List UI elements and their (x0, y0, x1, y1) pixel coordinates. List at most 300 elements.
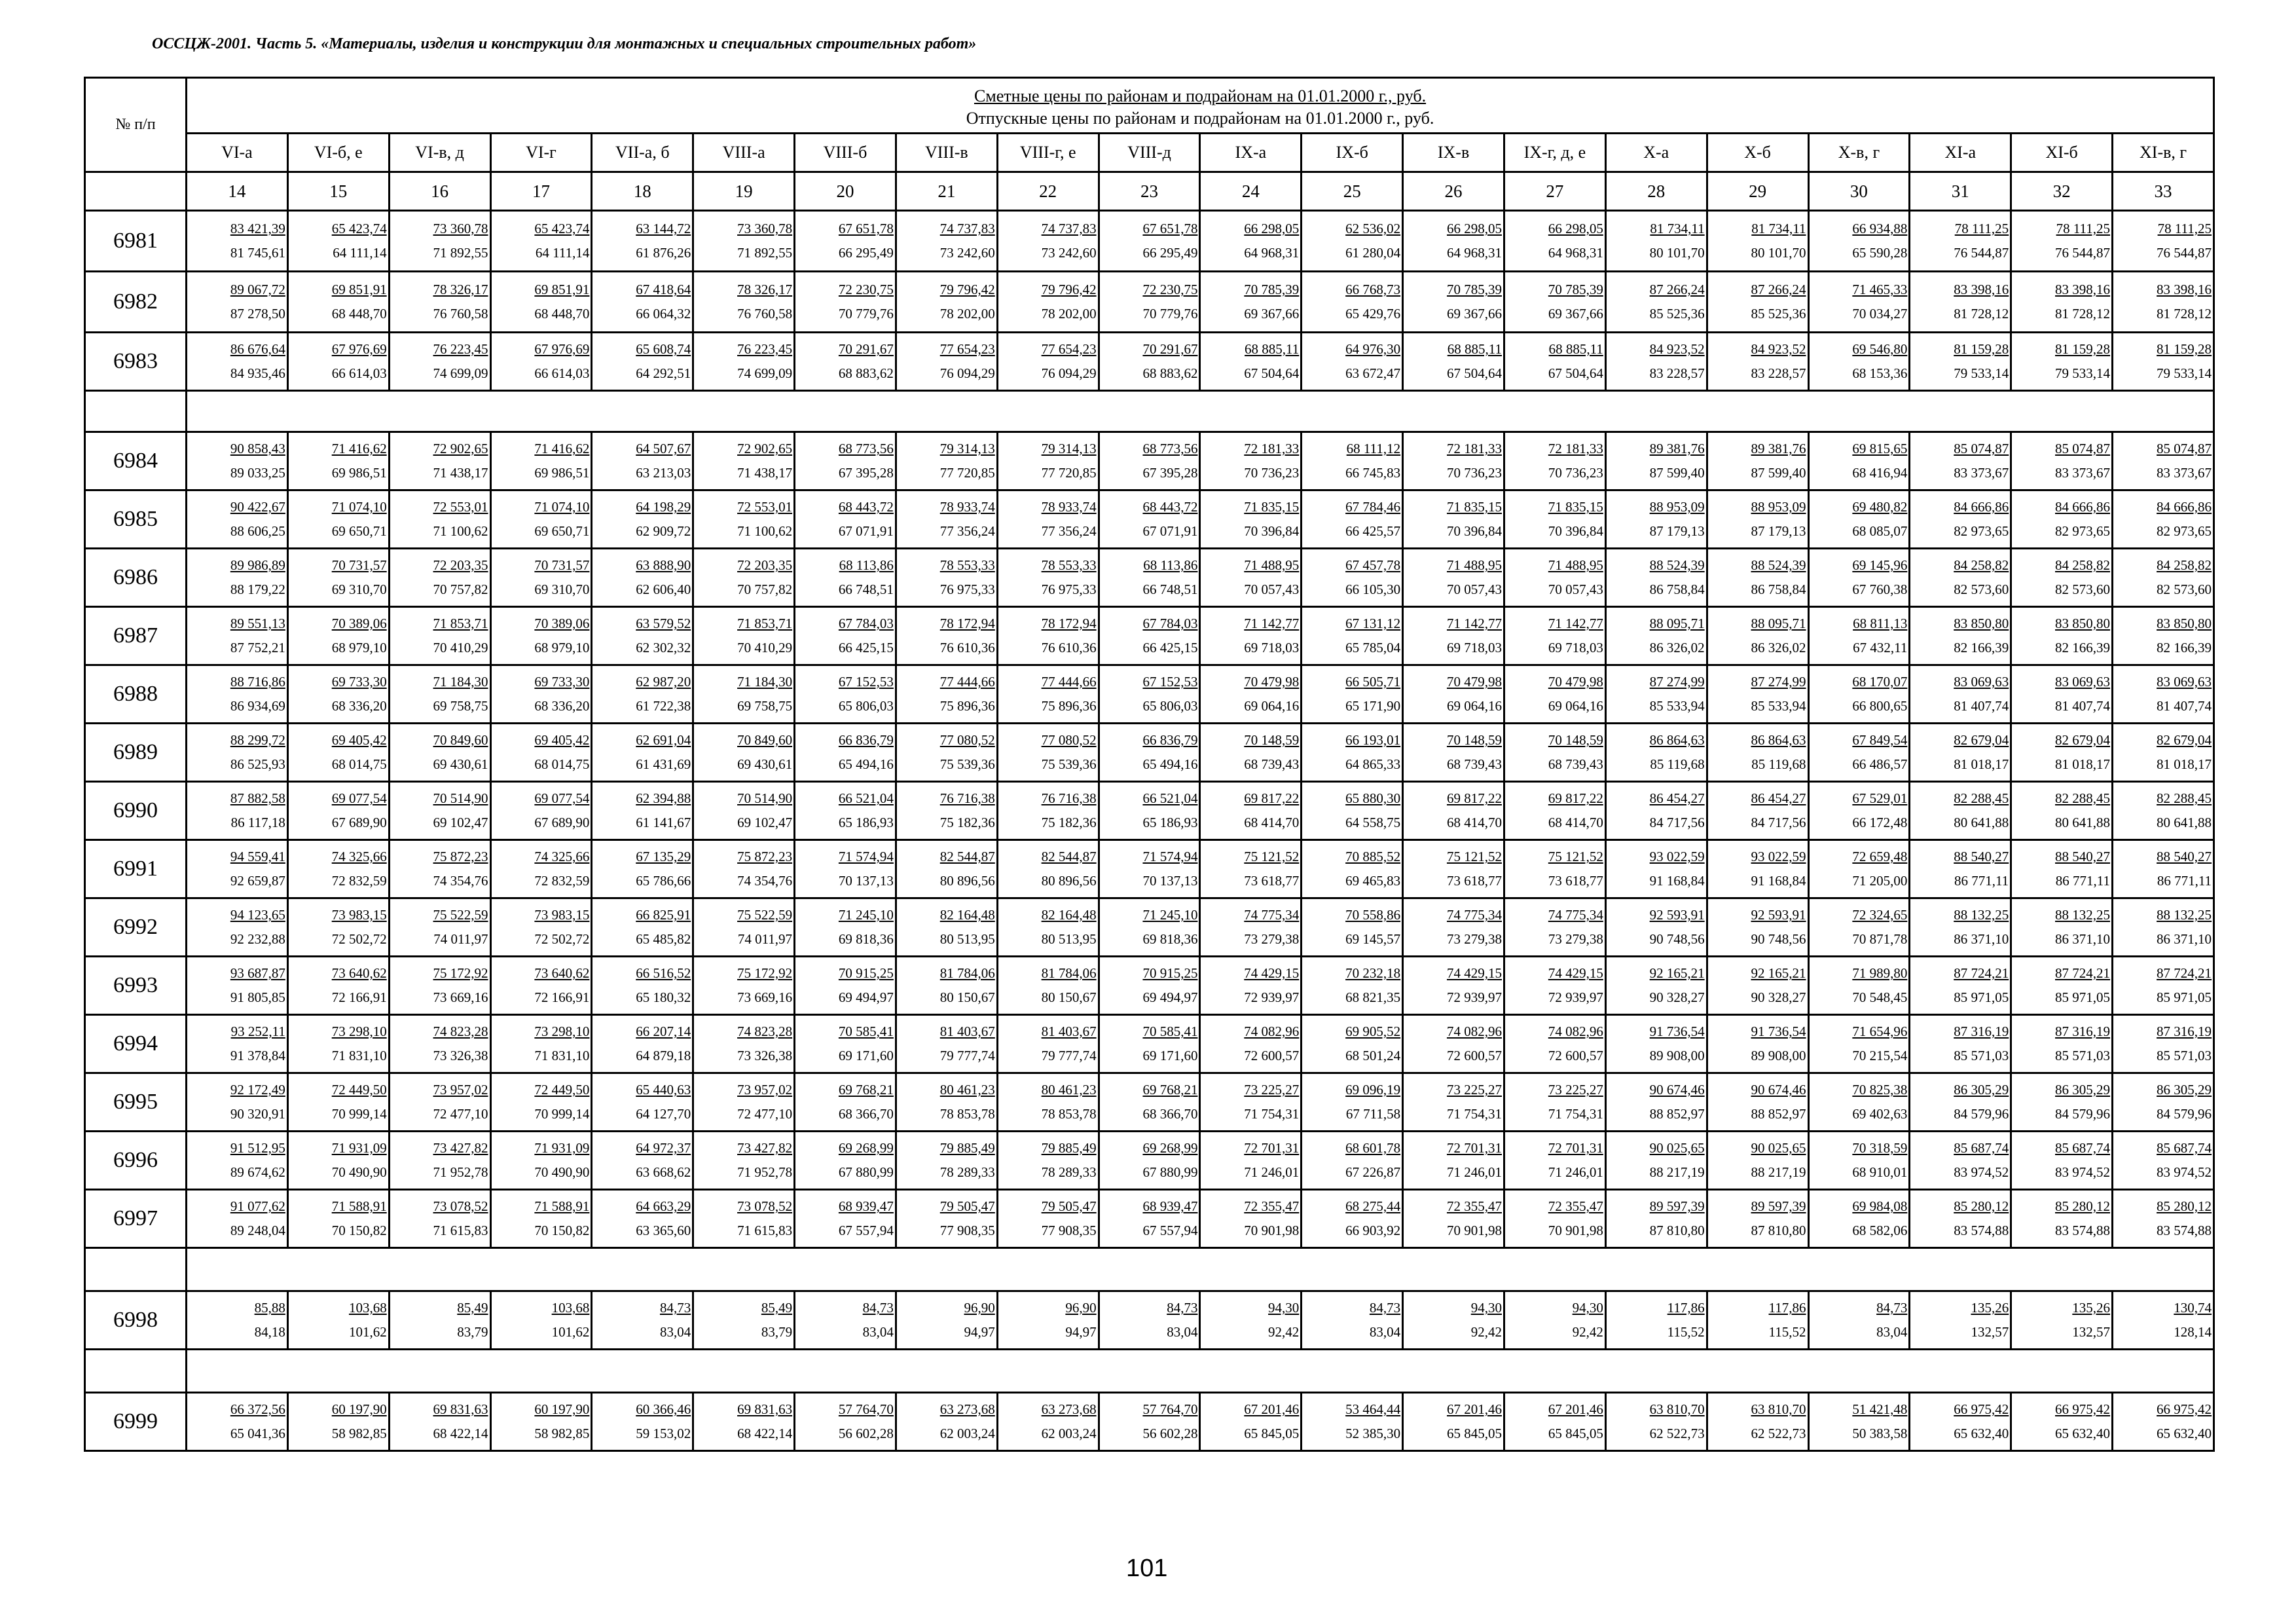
price-cell (389, 272, 490, 333)
row-number: 6988 (85, 665, 187, 724)
estimate-price: 67 201,46 (1446, 1401, 1502, 1417)
row-number: 6990 (85, 782, 187, 840)
price-cell (997, 490, 1099, 549)
release-price: 74 699,09 (433, 365, 488, 381)
release-price: 65 041,36 (230, 1426, 285, 1441)
price-cell (1504, 840, 1605, 898)
release-price: 83 974,52 (2157, 1164, 2212, 1180)
release-price: 89 908,00 (1751, 1048, 1806, 1063)
price-cell (1403, 1291, 1504, 1350)
estimate-price: 74 082,96 (1244, 1024, 1300, 1039)
estimate-price: 89 597,39 (1649, 1198, 1705, 1214)
price-cell (1099, 665, 1200, 724)
estimate-price: 78 933,74 (939, 499, 995, 515)
release-price: 65 632,40 (2055, 1426, 2111, 1441)
release-price: 89 674,62 (230, 1164, 285, 1180)
price-cell (795, 549, 896, 607)
price-cell (1403, 1073, 1504, 1132)
estimate-price: 88 095,71 (1649, 616, 1705, 631)
column-number: 24 (1200, 172, 1302, 211)
release-price: 68 883,62 (1142, 365, 1198, 381)
price-cell (1302, 1015, 1403, 1073)
estimate-price: 71 416,62 (534, 441, 590, 456)
estimate-price: 79 885,49 (1041, 1140, 1097, 1156)
release-price: 69 430,61 (737, 756, 793, 772)
estimate-price: 75 172,92 (433, 965, 488, 981)
estimate-price: 117,86 (1768, 1300, 1806, 1316)
price-cell (997, 665, 1099, 724)
release-price: 72 502,72 (534, 931, 590, 947)
estimate-price: 82 544,87 (939, 849, 995, 864)
estimate-price: 70 731,57 (534, 557, 590, 573)
release-price: 73 326,38 (737, 1048, 793, 1063)
price-cell (997, 432, 1099, 490)
zone-header: VI-а (187, 134, 288, 172)
release-price: 68 883,62 (838, 365, 894, 381)
price-cell (1099, 432, 1200, 490)
price-cell (795, 1132, 896, 1190)
estimate-price: 72 553,01 (737, 499, 793, 515)
release-price: 84,18 (254, 1324, 285, 1340)
release-price: 68 739,43 (1446, 756, 1502, 772)
release-price: 89 248,04 (230, 1223, 285, 1238)
estimate-price: 60 197,90 (331, 1401, 387, 1417)
release-price: 78 289,33 (939, 1164, 995, 1180)
empty-cell (85, 172, 187, 211)
price-cell (896, 782, 997, 840)
release-price: 91 805,85 (230, 989, 285, 1005)
price-cell (896, 1190, 997, 1248)
price-cell (1707, 607, 1808, 665)
release-price: 80 896,56 (1041, 873, 1097, 889)
price-cell (1910, 1190, 2011, 1248)
price-cell (1099, 1393, 1200, 1451)
release-price: 83 574,88 (2055, 1223, 2111, 1238)
release-price: 62 522,73 (1751, 1426, 1806, 1441)
release-price: 83,04 (1369, 1324, 1401, 1340)
price-cell (896, 1291, 997, 1350)
price-cell (1808, 1190, 1910, 1248)
column-number: 17 (490, 172, 592, 211)
estimate-price: 94,30 (1572, 1300, 1603, 1316)
table-row (85, 432, 2214, 490)
price-cell (2011, 1190, 2113, 1248)
estimate-price: 87 882,58 (230, 790, 285, 806)
release-price: 87 599,40 (1649, 465, 1705, 481)
estimate-price: 72 659,48 (1852, 849, 1908, 864)
estimate-price: 91 736,54 (1649, 1024, 1705, 1039)
release-price: 82 166,39 (2055, 640, 2111, 655)
price-cell (1302, 724, 1403, 782)
release-price: 75 896,36 (939, 698, 995, 714)
estimate-price: 68 811,13 (1853, 616, 1908, 631)
release-price: 74 354,76 (737, 873, 793, 889)
price-cell (693, 1190, 795, 1248)
release-price: 68 501,24 (1345, 1048, 1401, 1063)
estimate-price: 84 258,82 (2157, 557, 2212, 573)
column-number: 15 (287, 172, 389, 211)
estimate-price: 77 444,66 (939, 674, 995, 690)
release-price: 64 968,31 (1548, 245, 1603, 261)
price-cell (1605, 549, 1707, 607)
estimate-price: 89 381,76 (1649, 441, 1705, 456)
estimate-price: 81 159,28 (2055, 341, 2111, 357)
price-cell (187, 665, 288, 724)
release-price: 84 579,96 (1954, 1106, 2009, 1122)
release-price: 66 800,65 (1852, 698, 1908, 714)
price-cell (490, 211, 592, 272)
release-price: 70 490,90 (331, 1164, 387, 1180)
price-cell (490, 782, 592, 840)
estimate-price: 83 069,63 (2055, 674, 2111, 690)
estimate-price: 71 074,10 (331, 499, 387, 515)
release-price: 84 579,96 (2157, 1106, 2212, 1122)
price-cell (1302, 1291, 1403, 1350)
separator-row (85, 1248, 2214, 1291)
release-price: 66 614,03 (534, 365, 590, 381)
table-row (85, 549, 2214, 607)
release-price: 90 328,27 (1649, 989, 1705, 1005)
estimate-price: 83 398,16 (1954, 282, 2009, 297)
price-cell (1403, 1393, 1504, 1451)
release-price: 74 011,97 (737, 931, 793, 947)
release-price: 76 975,33 (1041, 581, 1097, 597)
price-cell (997, 1190, 1099, 1248)
release-price: 71 892,55 (737, 245, 793, 261)
price-cell (693, 1291, 795, 1350)
estimate-price: 70 479,98 (1548, 674, 1603, 690)
estimate-price: 72 181,33 (1244, 441, 1300, 456)
price-cell (1504, 1393, 1605, 1451)
price-cell (1910, 1291, 2011, 1350)
release-price: 81 728,12 (1954, 306, 2009, 322)
price-cell (1605, 490, 1707, 549)
price-cell (389, 333, 490, 391)
estimate-price: 86 305,29 (1954, 1082, 2009, 1098)
release-price: 78 853,78 (1041, 1106, 1097, 1122)
release-price: 83,79 (761, 1324, 793, 1340)
price-cell (1200, 432, 1302, 490)
price-cell (795, 665, 896, 724)
price-cell (1808, 607, 1910, 665)
release-price: 68 979,10 (331, 640, 387, 655)
release-price: 72 939,97 (1244, 989, 1300, 1005)
release-price: 76 610,36 (1041, 640, 1097, 655)
release-price: 61 141,67 (636, 815, 691, 830)
estimate-price: 84 923,52 (1649, 341, 1705, 357)
release-price: 85 571,03 (2157, 1048, 2212, 1063)
release-price: 65 806,03 (838, 698, 894, 714)
price-cell (1808, 549, 1910, 607)
price-cell (1910, 333, 2011, 391)
estimate-price: 71 142,77 (1446, 616, 1502, 631)
release-price: 56 602,28 (1142, 1426, 1198, 1441)
estimate-price: 73 957,02 (433, 1082, 488, 1098)
row-number: 6989 (85, 724, 187, 782)
release-price: 82 166,39 (1954, 640, 2009, 655)
price-cell (187, 898, 288, 957)
price-cell (795, 211, 896, 272)
price-cell (693, 840, 795, 898)
price-cell (1605, 898, 1707, 957)
price-cell (592, 1073, 693, 1132)
release-price: 68 336,20 (331, 698, 387, 714)
estimate-price: 87 266,24 (1751, 282, 1806, 297)
release-price: 83,79 (457, 1324, 488, 1340)
estimate-price: 88 540,27 (2157, 849, 2212, 864)
estimate-price: 73 360,78 (433, 221, 488, 236)
price-cell (997, 607, 1099, 665)
release-price: 68 336,20 (534, 698, 590, 714)
release-price: 83 228,57 (1649, 365, 1705, 381)
price-cell (1808, 1015, 1910, 1073)
release-price: 66 425,15 (838, 640, 894, 655)
zone-header: VIII-г, е (997, 134, 1099, 172)
estimate-price: 68 939,47 (838, 1198, 894, 1214)
estimate-price: 68 113,86 (839, 557, 894, 573)
price-cell (1403, 333, 1504, 391)
estimate-price: 78 111,25 (2157, 221, 2212, 236)
price-cell (1808, 840, 1910, 898)
estimate-price: 70 785,39 (1548, 282, 1603, 297)
estimate-price: 71 074,10 (534, 499, 590, 515)
price-cell (592, 1015, 693, 1073)
price-cell (2113, 272, 2214, 333)
estimate-price: 72 701,31 (1548, 1140, 1603, 1156)
estimate-price: 74 823,28 (737, 1024, 793, 1039)
release-price: 70 410,29 (433, 640, 488, 655)
estimate-price: 78 933,74 (1041, 499, 1097, 515)
table-body (85, 211, 2214, 1451)
estimate-price: 103,68 (348, 1300, 387, 1316)
estimate-price: 73 983,15 (331, 907, 387, 923)
estimate-price: 71 574,94 (1142, 849, 1198, 864)
estimate-price: 85 280,12 (2157, 1198, 2212, 1214)
price-cell (1302, 490, 1403, 549)
release-price: 80 896,56 (939, 873, 995, 889)
price-cell (1605, 607, 1707, 665)
column-number: 21 (896, 172, 997, 211)
estimate-price: 66 521,04 (1142, 790, 1198, 806)
estimate-price: 73 225,27 (1446, 1082, 1502, 1098)
table-row (85, 724, 2214, 782)
release-price: 67 880,99 (838, 1164, 894, 1180)
price-cell (1200, 898, 1302, 957)
estimate-price: 93 022,59 (1649, 849, 1705, 864)
price-cell (795, 1015, 896, 1073)
estimate-price: 71 488,95 (1244, 557, 1300, 573)
price-cell (896, 333, 997, 391)
price-table (84, 77, 2215, 1452)
release-price: 70 901,98 (1244, 1223, 1300, 1238)
estimate-price: 83 069,63 (1954, 674, 2009, 690)
release-price: 70 490,90 (534, 1164, 590, 1180)
zone-header: XI-а (1910, 134, 2011, 172)
price-cell (1099, 957, 1200, 1015)
release-price: 69 650,71 (534, 523, 590, 539)
release-price: 69 494,97 (838, 989, 894, 1005)
price-cell (997, 333, 1099, 391)
release-price: 61 280,04 (1345, 245, 1401, 261)
estimate-price: 66 298,05 (1244, 221, 1300, 236)
estimate-price: 71 416,62 (331, 441, 387, 456)
price-cell (1808, 724, 1910, 782)
price-cell (1200, 782, 1302, 840)
price-cell (693, 957, 795, 1015)
price-cell (1910, 724, 2011, 782)
empty-cell (85, 391, 187, 432)
price-cell (693, 898, 795, 957)
estimate-price: 65 608,74 (636, 341, 691, 357)
estimate-price: 76 716,38 (939, 790, 995, 806)
estimate-price: 69 268,99 (838, 1140, 894, 1156)
price-cell (287, 333, 389, 391)
estimate-price: 74 325,66 (331, 849, 387, 864)
empty-cell (187, 1248, 2214, 1291)
price-cell (1707, 1393, 1808, 1451)
price-cell (592, 333, 693, 391)
release-price: 72 939,97 (1548, 989, 1603, 1005)
price-cell (1707, 782, 1808, 840)
release-price: 72 600,57 (1446, 1048, 1502, 1063)
estimate-price: 69 851,91 (331, 282, 387, 297)
empty-cell (85, 1248, 187, 1291)
price-cell (490, 724, 592, 782)
estimate-price: 78 326,17 (737, 282, 793, 297)
estimate-price: 85 074,87 (2055, 441, 2111, 456)
release-price: 75 896,36 (1041, 698, 1097, 714)
release-price: 92,42 (1572, 1324, 1603, 1340)
estimate-price: 70 318,59 (1852, 1140, 1908, 1156)
price-cell (1504, 211, 1605, 272)
release-price: 73 669,16 (737, 989, 793, 1005)
row-number: 6982 (85, 272, 187, 333)
column-number: 14 (187, 172, 288, 211)
estimate-price: 74 429,15 (1548, 965, 1603, 981)
price-cell (1504, 432, 1605, 490)
release-price: 76 760,58 (737, 306, 793, 322)
release-price: 85 525,36 (1751, 306, 1806, 322)
estimate-price: 78 111,25 (2056, 221, 2111, 236)
column-number: 27 (1504, 172, 1605, 211)
estimate-price: 84 666,86 (1954, 499, 2009, 515)
price-cell (1605, 1073, 1707, 1132)
release-price: 77 356,24 (1041, 523, 1097, 539)
estimate-price: 69 145,96 (1852, 557, 1908, 573)
release-price: 132,57 (1971, 1324, 2009, 1340)
release-price: 73 618,77 (1446, 873, 1502, 889)
release-price: 79 533,14 (2157, 365, 2212, 381)
estimate-price: 78 172,94 (939, 616, 995, 631)
estimate-price: 88 540,27 (2055, 849, 2111, 864)
estimate-price: 65 423,74 (331, 221, 387, 236)
release-price: 72 477,10 (737, 1106, 793, 1122)
estimate-price: 83 398,16 (2055, 282, 2111, 297)
estimate-price: 66 298,05 (1548, 221, 1603, 236)
price-cell (592, 432, 693, 490)
price-cell (490, 1132, 592, 1190)
release-price: 72 166,91 (331, 989, 387, 1005)
release-price: 80 101,70 (1649, 245, 1705, 261)
price-cell (1707, 1015, 1808, 1073)
estimate-price: 70 389,06 (331, 616, 387, 631)
price-cell (490, 1015, 592, 1073)
estimate-price: 73 427,82 (433, 1140, 488, 1156)
release-price: 83 228,57 (1751, 365, 1806, 381)
estimate-price: 69 831,63 (433, 1401, 488, 1417)
estimate-price: 78 172,94 (1041, 616, 1097, 631)
price-cell (187, 549, 288, 607)
price-cell (1200, 333, 1302, 391)
price-cell (2011, 782, 2113, 840)
estimate-price: 81 159,28 (1954, 341, 2009, 357)
release-price: 67 071,91 (838, 523, 894, 539)
release-price: 61 722,38 (636, 698, 691, 714)
price-cell (1403, 549, 1504, 607)
estimate-price: 64 198,29 (636, 499, 691, 515)
price-cell (592, 1190, 693, 1248)
release-price: 71 205,00 (1852, 873, 1908, 889)
estimate-price: 72 230,75 (838, 282, 894, 297)
price-cell (693, 1015, 795, 1073)
release-price: 86 771,11 (2055, 873, 2111, 889)
release-price: 68 414,70 (1548, 815, 1603, 830)
price-cell (2113, 898, 2214, 957)
table-row (85, 607, 2214, 665)
price-cell (1707, 211, 1808, 272)
price-cell (389, 840, 490, 898)
price-cell (693, 490, 795, 549)
caption-estimate-prices: Сметные цены по районам и подрайонам на 01.01.2000 г., руб. (974, 86, 1427, 105)
estimate-price: 71 184,30 (433, 674, 488, 690)
release-price: 82 573,60 (2157, 581, 2212, 597)
estimate-price: 51 421,48 (1852, 1401, 1908, 1417)
release-price: 71 246,01 (1244, 1164, 1300, 1180)
release-price: 68 739,43 (1244, 756, 1300, 772)
estimate-price: 77 080,52 (1041, 732, 1097, 748)
release-price: 68 448,70 (331, 306, 387, 322)
release-price: 64 865,33 (1345, 756, 1401, 772)
release-price: 89 033,25 (230, 465, 285, 481)
price-cell (490, 1291, 592, 1350)
estimate-price: 88 132,25 (2055, 907, 2111, 923)
price-cell (997, 1073, 1099, 1132)
estimate-price: 81 159,28 (2157, 341, 2212, 357)
release-price: 90 748,56 (1649, 931, 1705, 947)
price-cell (795, 272, 896, 333)
estimate-price: 64 663,29 (636, 1198, 691, 1214)
estimate-price: 71 588,91 (534, 1198, 590, 1214)
estimate-price: 82 288,45 (2157, 790, 2212, 806)
release-price: 81 407,74 (1954, 698, 2009, 714)
release-price: 67 432,11 (1853, 640, 1908, 655)
estimate-price: 77 080,52 (939, 732, 995, 748)
price-cell (1403, 665, 1504, 724)
release-price: 62 003,24 (1041, 1426, 1097, 1441)
estimate-price: 75 121,52 (1446, 849, 1502, 864)
release-price: 69 102,47 (737, 815, 793, 830)
estimate-price: 67 784,03 (1142, 616, 1198, 631)
price-cell (795, 898, 896, 957)
estimate-price: 90 674,46 (1751, 1082, 1806, 1098)
estimate-price: 66 975,42 (2157, 1401, 2212, 1417)
price-cell (997, 724, 1099, 782)
row-number: 6994 (85, 1015, 187, 1073)
estimate-price: 84,73 (1167, 1300, 1198, 1316)
estimate-price: 64 972,37 (636, 1140, 691, 1156)
estimate-price: 88 095,71 (1751, 616, 1806, 631)
release-price: 58 982,85 (534, 1426, 590, 1441)
